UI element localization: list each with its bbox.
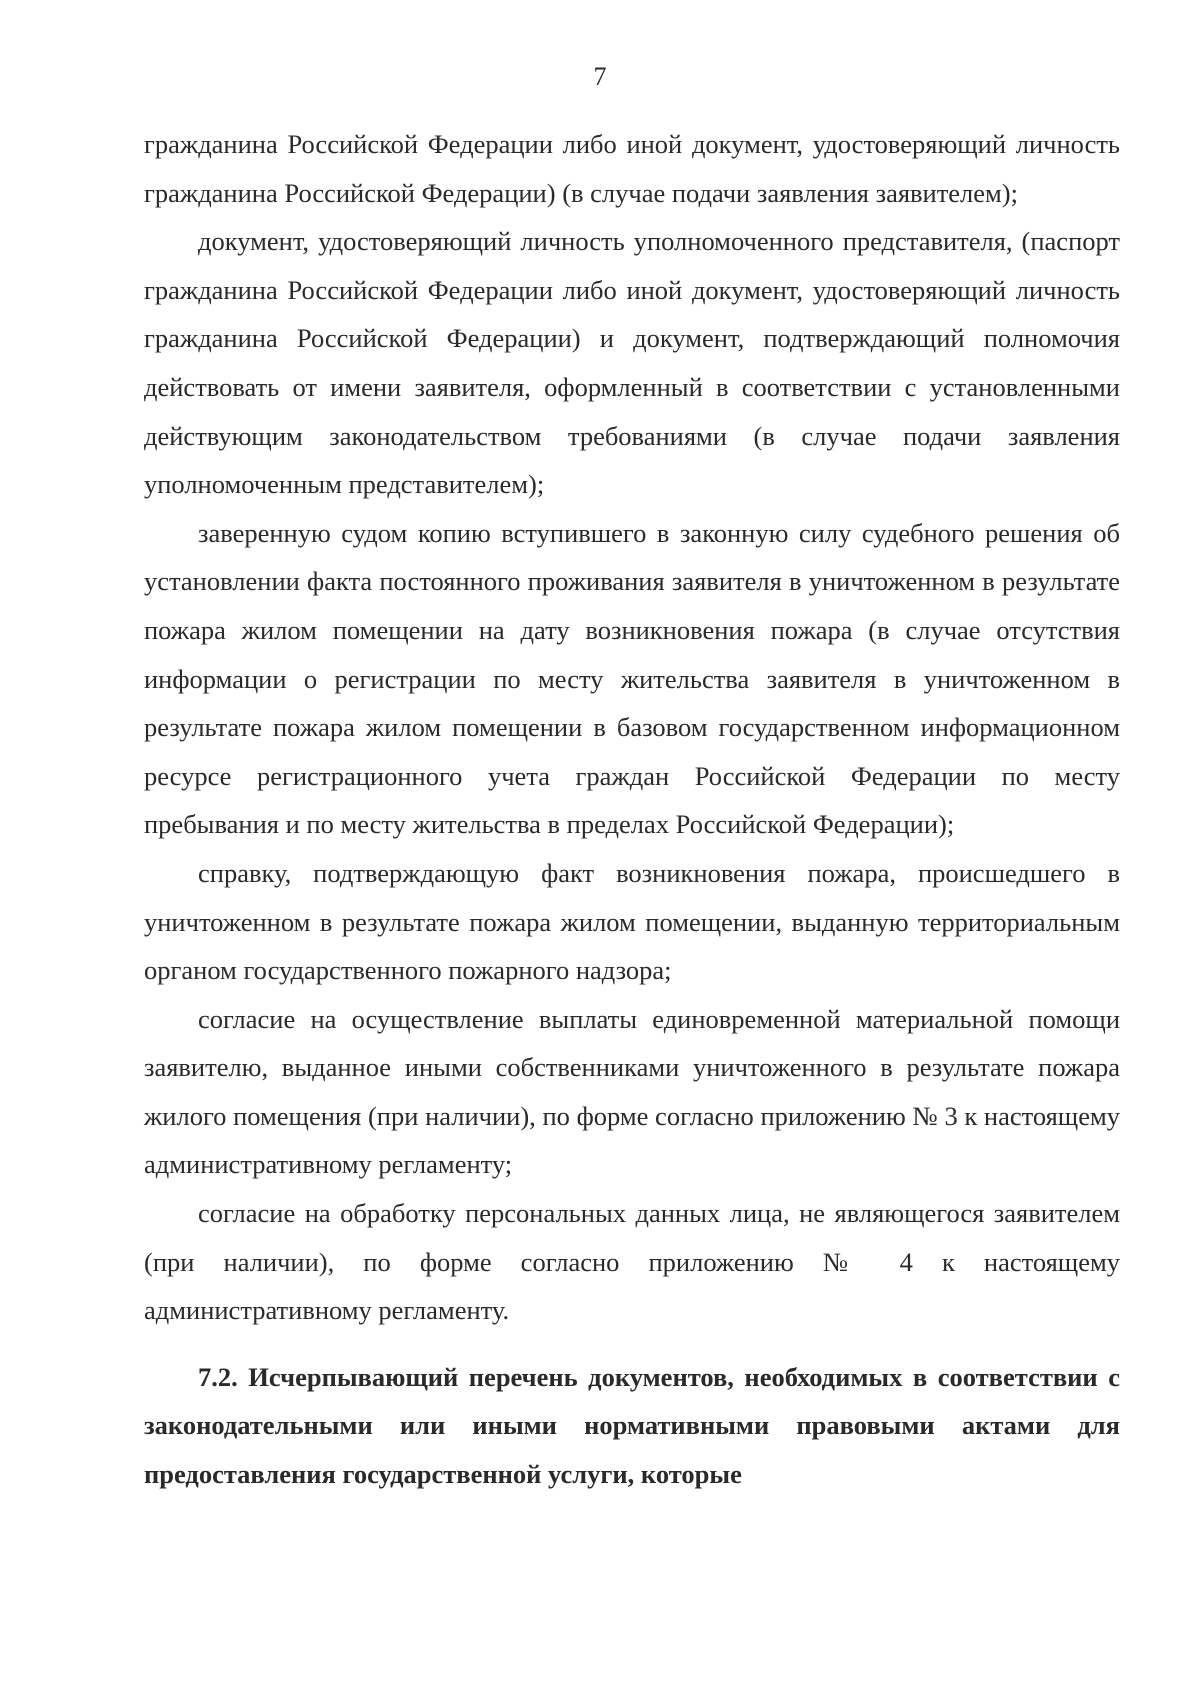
paragraph-personal-data-consent: согласие на обработку персональных данных лица, не являющегося заявителем (при наличии), по форме согласно приложению № 4 к настоящему административному регламенту. [144,1198,1120,1326]
section-heading: 7.2. Исчерпывающий перечень документов, необходимых в соответствии с законодательными или иными нормативными правовыми актами для предоставления государственной услуги, которые [144,1361,1120,1490]
page-number: 7 [593,62,607,91]
paragraph-fire-certificate: справку, подтверждающую факт возникновения пожара, происшедшего в уничтоженном в результате пожара жилом помещении, выданную территориальным органом государственного пожарного надзора; [144,857,1120,986]
paragraph-continued: гражданина Российской Федерации либо иной документ, удостоверяющий личность гражданина Российской Федерации) (в случае подачи заявления заявителем); [144,129,1120,208]
paragraph-representative-document: документ, удостоверяющий личность уполномоченного представителя, (паспорт гражданина Российской Федерации либо иной документ, удостоверяющий личность гражданина Российской Федерации) и документ, подтверждающий полномочия действовать от имени заявителя, оформленный в соответствии с установленными действующим законодательством требованиями (в случае подачи заявления уполномоченным представителем); [144,226,1120,500]
document-body [144,120,1120,1499]
paragraph-court-decision: заверенную судом копию вступившего в законную силу судебного решения об установлении факта постоянного проживания заявителя в уничтоженном в результате пожара жилом помещении на дату возникновения пожара (в случае отсутствия информации о регистрации по месту жительства заявителя в уничтоженном в результате пожара жилом помещении в базовом государственном информационном ресурсе регистрационного учета граждан Российской Федерации по месту пребывания и по месту жительства в пределах Российской Федерации); [144,517,1120,840]
paragraph-owners-consent: согласие на осуществление выплаты единовременной материальной помощи заявителю, выданное иными собственниками уничтоженного в результате пожара жилого помещения (при наличии), по форме согласно приложению № 3 к настоящему административному регламенту; [144,1003,1120,1180]
